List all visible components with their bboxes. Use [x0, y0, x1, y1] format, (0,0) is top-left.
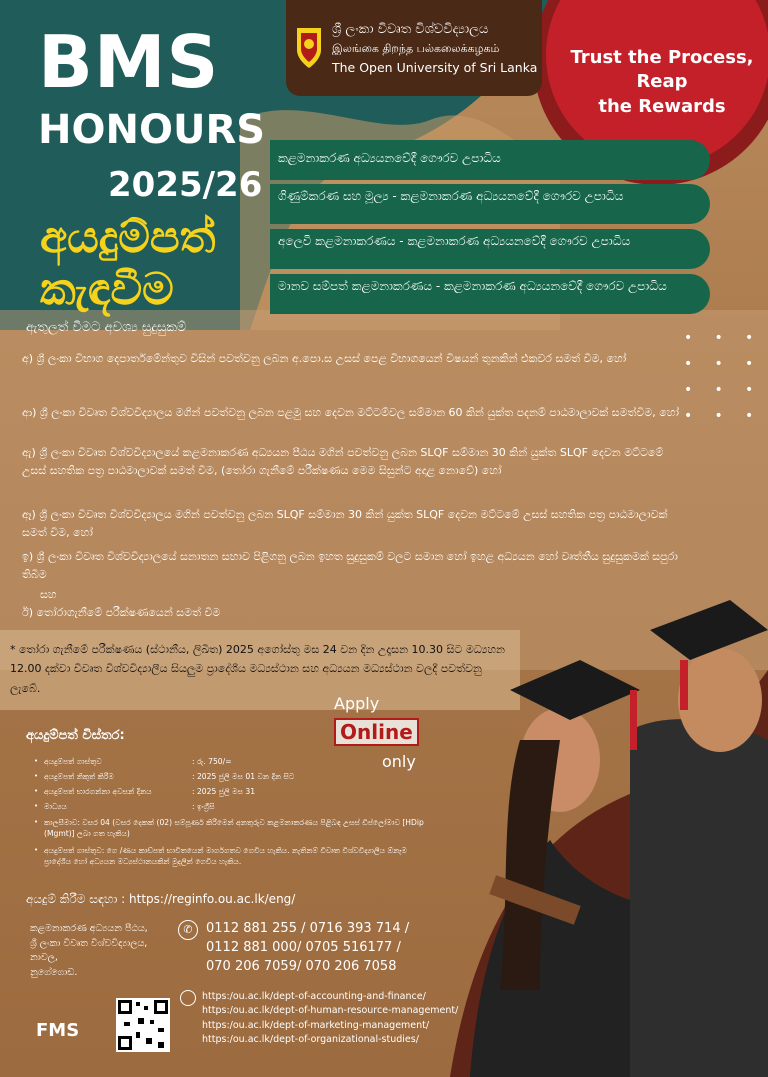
- details-title: අයදුම්පත් විස්තර:: [26, 728, 125, 743]
- exam-note: * තෝරා ගැනීමේ පරීක්ෂණය (ස්ථානීය, ලිඛිත) 2025 අගෝස්තු මස 24 වන දින උදෑසන 10.30 සිට මධ්‍යහන 12.00 දක්වා විවෘත විශ්වවිද්‍යාලීය සියලුම ප්‍රාදේශීය මධ්‍යස්ථාන සහ අධ්‍යයන මධ්‍යස්ථාන වලදී පවත්වනු ලැබේ.: [10, 643, 505, 695]
- title-sinhala-line2: කැඳවීම: [40, 264, 174, 315]
- bullet-icon: •: [34, 802, 39, 810]
- address-line: ශ්‍රී ලංකා විවෘත විශ්වවිද්‍යාලය,: [30, 937, 148, 949]
- bullet-icon: •: [34, 846, 39, 854]
- requirement-item: ඇ) ශ්‍රී ලංකා විවෘත විශ්වවිද්‍යාලයේ කළමනාකරණ අධ්‍යයන පීඨය මගින් පවත්වනු ලබන SLQF සම්මාන 30 කින් යුක්ත SLQF දෙවන මට්ටමේ උසස් සහතික පත්‍ර පාඨමාලාවක් සමත් වීම, (තෝරා ගැනීමේ පරීක්ෂණය මෙම සිසුන්ට අදාළ නොවේ) හෝ: [22, 446, 664, 477]
- university-name-en: The Open University of Sri Lanka: [332, 60, 538, 75]
- requirement-item: ඊ) තෝරාගැනීමේ පරීක්ෂණයෙන් සමත් වීම: [22, 606, 221, 619]
- address-line: කළමනාකරණ අධ්‍යයන පීඨය,: [30, 923, 148, 934]
- detail-value: : ඉංග්‍රීසි: [192, 802, 215, 811]
- programme-item: අලෙවි කළමනාකරණය - කළමනාකරණ අධ්‍යයනවේදී ගෞරව උපාධිය: [270, 229, 710, 269]
- decor-dots: • • •: [684, 356, 754, 372]
- detail-key: අයදුම්පත් භාරගන්නා අවසන් දිනය: [44, 787, 152, 796]
- online-badge[interactable]: [334, 718, 419, 746]
- requirement-item: ඉ) ශ්‍රී ලංකා විවෘත විශ්වවිද්‍යාලයේ සනාතන සභාව පිළිගනු ලබන ඉහත සුදුසුකම් වලට සමාන හෝ ඉහළ අධ්‍යයන හෝ වෘත්තීය සුදුසුකමක් සපුරා තිබීම: [22, 550, 678, 581]
- only-label: only: [382, 752, 416, 771]
- address: [30, 922, 148, 981]
- university-header: [286, 0, 542, 96]
- slogan-line1: Trust the Process,: [570, 47, 754, 68]
- slogan-line2: Reap: [636, 71, 688, 93]
- university-crest-icon: [294, 24, 324, 70]
- programme-item: මානව සම්පත් කළමනාකරණය - කළමනාකරණ අධ්‍යයනවේදී ගෞරව උපාධිය: [270, 274, 710, 314]
- phone-numbers: [206, 920, 409, 977]
- requirement-item: ඈ) ශ්‍රී ලංකා විවෘත විශ්වවිද්‍යාලය මගින් පවත්වනු ලබන SLQF සම්මාන 30 කින් යුක්ත SLQF දෙවන මට්ටමේ උසස් සහතික පත්‍ර පාඨමාලාවක් සමත් වීම, හෝ: [22, 508, 668, 539]
- title-sinhala-line1: අයදුම්පත්: [40, 212, 216, 263]
- slogan: [562, 46, 762, 119]
- department-links: [202, 990, 458, 1047]
- phone-icon: ✆: [178, 920, 198, 940]
- requirement-item: අ) ශ්‍රී ලංකා විභාග දෙපාර්තමේන්තුව විසින් පවත්වනු ලබන අ.පො.ස උසස් පෙළ විභාගයෙන් විෂයන් තුනකින් එකවර සමත් වීම, හෝ: [22, 352, 627, 365]
- qr-code-icon: [116, 998, 170, 1052]
- detail-value: : 2025 ජුලි මස 31: [192, 787, 256, 796]
- title-honours: HONOURS: [38, 107, 266, 153]
- programme-item: ගිණුම්කරණ සහ මූල්‍ය - කළමනාකරණ අධ්‍යයනවේදී ගෞරව උපාධිය: [270, 184, 710, 224]
- fms-logo: FMS: [36, 1020, 80, 1041]
- detail-duration: කාලසීමාව: වසර 04 (වසර දෙකක් (02) සම්පූර්ණ කිරීමෙන් අනතුරුව කළමනාකරණය පිළිබඳ උසස් ඩිප්ලෝමාව [HDip (Mgmt)] ලබා ගත හැකිය): [44, 818, 424, 838]
- phone-line: 0112 881 000/ 0705 516177 /: [206, 939, 401, 955]
- programme-item: කළමනාකරණ අධ්‍යයනවේදී ගෞරව උපාධිය: [270, 140, 710, 180]
- phone-line: 0112 881 255 / 0716 393 714 /: [206, 921, 410, 936]
- decor-dots: • • •: [684, 382, 754, 398]
- detail-key: අයදුම්පත් ගාස්තුව: [44, 757, 102, 766]
- online-label: Online: [340, 720, 413, 744]
- address-line: නාවල,: [30, 952, 58, 964]
- detail-value: : රු. 750/=: [192, 757, 232, 766]
- department-link[interactable]: https:/ou.ac.lk/dept-of-accounting-and-finance/: [202, 991, 426, 1002]
- bullet-icon: •: [34, 818, 39, 826]
- detail-value: : 2025 ජුලි මස 01 වන දින සිට: [192, 772, 295, 781]
- apply-label: Apply: [334, 694, 380, 713]
- bullet-icon: •: [34, 772, 39, 780]
- title-year: 2025/26: [108, 165, 263, 205]
- department-link[interactable]: https:/ou.ac.lk/dept-of-marketing-management/: [202, 1019, 430, 1031]
- department-link[interactable]: https:/ou.ac.lk/dept-of-organizational-studies/: [202, 1033, 419, 1045]
- detail-key: මාධ්‍යය: [44, 802, 67, 811]
- detail-key: අයදුම්පත් නිකුත් කිරීම: [44, 772, 114, 781]
- slogan-line3: the Rewards: [598, 95, 726, 117]
- registration-link[interactable]: අයදුම් කිරීම සඳහා : https://reginfo.ou.ac.lk/eng/: [26, 892, 296, 906]
- requirement-item: ආ) ශ්‍රී ලංකා විවෘත විශ්වවිද්‍යාලය මගින් පවත්වනු ලබන පළමු සහ දෙවන මට්ටම්වල සම්මාන 60 කින් යුක්ත පදනම් පාඨමාලාවක් සමත්වීම, හෝ: [22, 406, 680, 419]
- university-name-ta: இலங்கை திறந்த பல்கலைக்கழகம்: [332, 42, 500, 55]
- university-name-si: ශ්‍රී ලංකා විවෘත විශ්වවිද්‍යාලය: [332, 22, 489, 37]
- detail-payment: අයදුම්පත් ගාස්තුව: ගෙ /ණය කාඩ්පත් භාවිතයෙන් මාර්ගගතව ගෙවිය හැකිය. නැතිනම් විවෘත විශ්වවිද්‍යාලීය ඕනෑම ප්‍රාදේශීය හෝ අධ්‍යයන මධ්‍යස්ථානයකින් මුදලින් ගෙවිය හැකිය.: [44, 846, 407, 866]
- requirements-title: ඇතුලත් වීමට අවශ්‍ය සුදුසුකම්: [26, 320, 187, 335]
- address-line: නුගේගොඩ.: [30, 967, 78, 979]
- bullet-icon: •: [34, 787, 39, 795]
- phone-line: 070 206 7059/ 070 206 7058: [206, 958, 397, 974]
- decor-dots: • • •: [684, 408, 754, 424]
- title-bms: BMS: [38, 20, 220, 104]
- department-link[interactable]: https:/ou.ac.lk/dept-of-human-resource-management/: [202, 1005, 459, 1017]
- bullet-icon: •: [34, 757, 39, 765]
- decor-dots: • • •: [684, 330, 754, 346]
- requirement-item: සහ: [40, 588, 57, 601]
- globe-icon: [180, 990, 196, 1006]
